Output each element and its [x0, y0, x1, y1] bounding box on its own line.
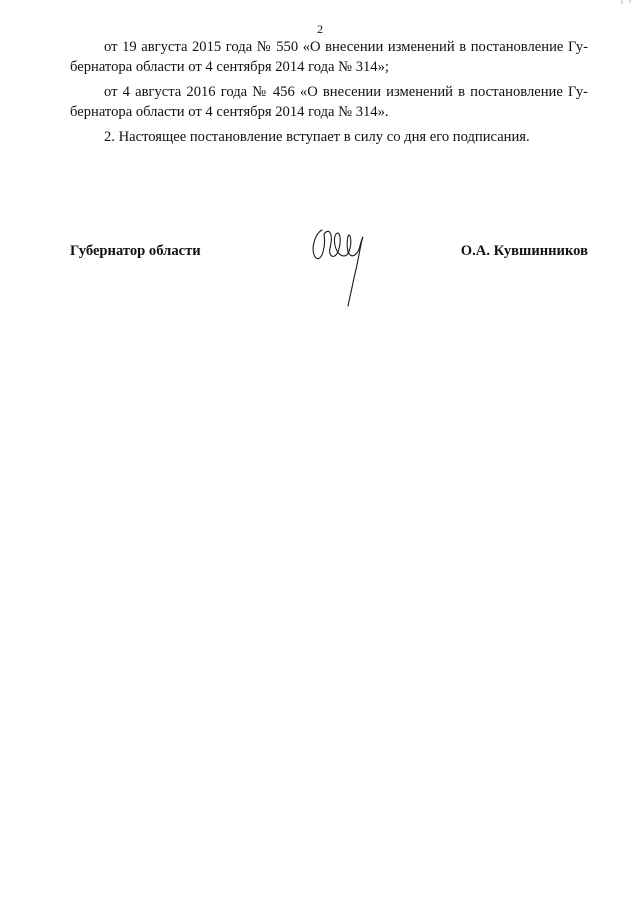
signatory-name: О.А. Кувшинников — [460, 243, 588, 259]
paragraph-amendment-2015 — [70, 38, 588, 77]
paragraph-amendment-2016 — [70, 83, 588, 122]
paragraph-line: бернатора области от 4 сентября 2014 года № 314». — [70, 103, 389, 120]
signature-block — [70, 240, 588, 320]
page-number: 2 — [317, 22, 323, 36]
document-body — [70, 38, 588, 148]
handwritten-signature-icon — [308, 222, 378, 308]
paragraph-line: от 4 августа 2016 года № 456 «О внесении изменений в постановление Гу- — [104, 84, 588, 100]
scan-mark-icon — [620, 0, 634, 6]
paragraph-line: 2. Настоящее постановление вступает в силу со дня его подписания. — [104, 129, 530, 145]
paragraph-line: от 19 августа 2015 года № 550 «О внесении изменений в постановление Гу- — [104, 39, 588, 55]
signatory-title: Губернатор области — [70, 243, 201, 259]
paragraph-effective-date — [70, 128, 588, 148]
paragraph-line: бернатора области от 4 сентября 2014 года № 314»; — [70, 58, 389, 75]
